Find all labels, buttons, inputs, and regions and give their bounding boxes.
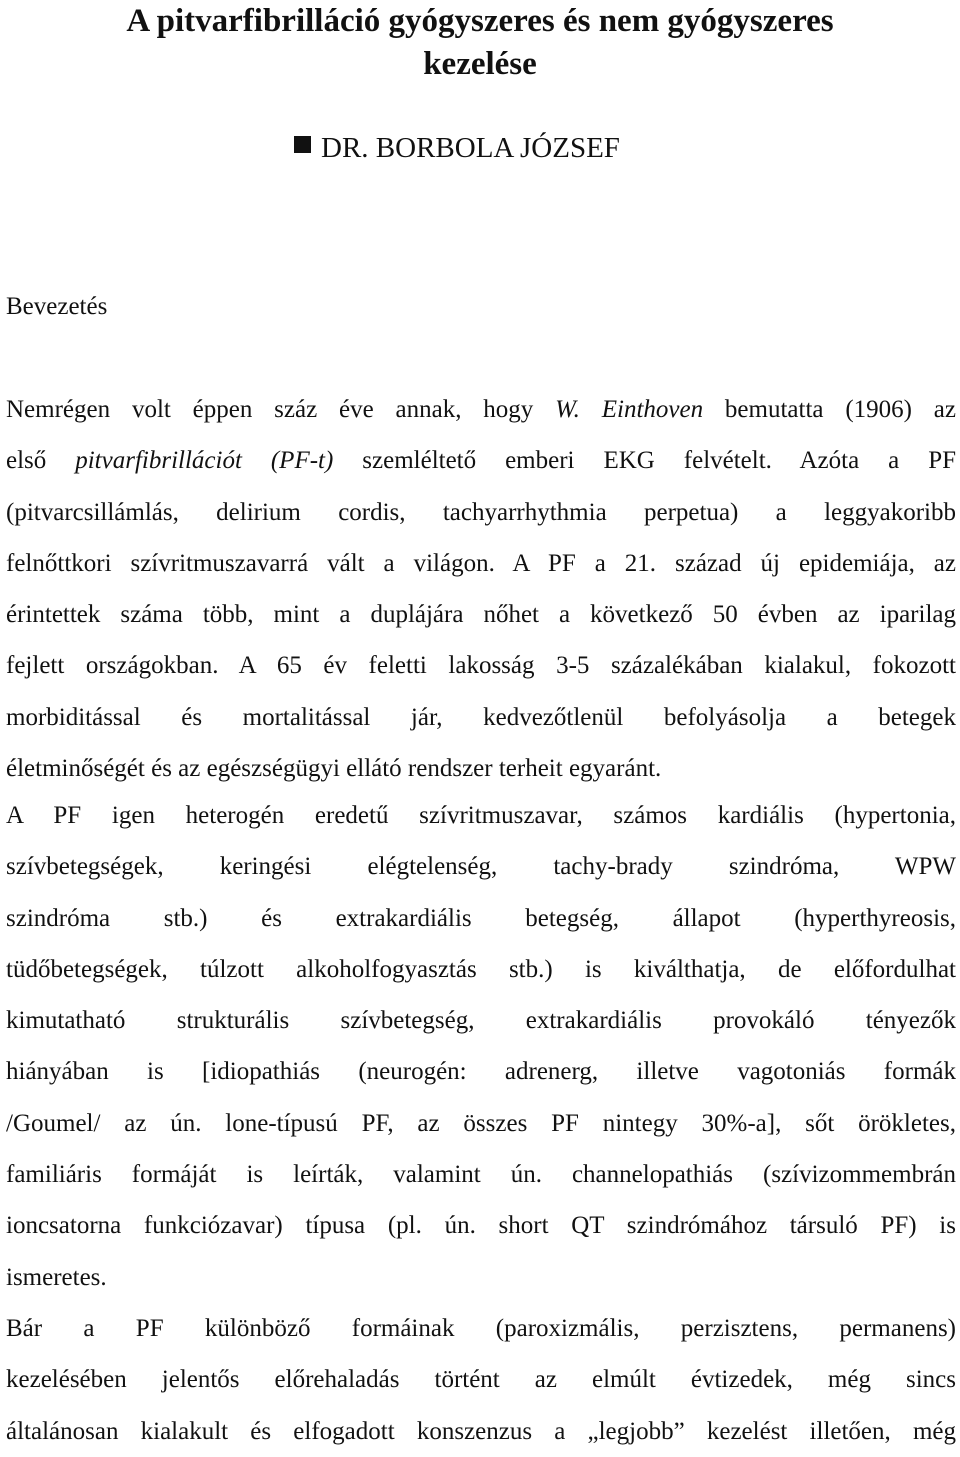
paragraph-line: felnőttkori szívritmuszavarrá vált a világon. A PF a 21. század új epidemiája, az bbox=[6, 549, 956, 577]
paragraph-line: életminőségét és az egészségügyi ellátó rendszer terheit egyaránt. bbox=[6, 755, 662, 783]
paragraph-line: hiányában is [idiopathiás (neurogén: adrenerg, illetve vagotoniás formák bbox=[6, 1058, 956, 1086]
paragraph-etiology bbox=[6, 790, 956, 1303]
square-bullet-icon bbox=[294, 136, 311, 153]
paragraph-line: Nemrégen volt éppen száz éve annak, hogy W. Einthoven bemutatta (1906) az bbox=[6, 396, 956, 423]
paragraph-line: morbiditással és mortalitással jár, kedvezőtlenül befolyásolja a betegek bbox=[6, 703, 956, 731]
paragraph-line: A PF igen heterogén eredetű szívritmuszavar, számos kardiális (hypertonia, bbox=[6, 802, 956, 829]
paragraph-line: Bár a PF különböző formáinak (paroxizmális, perzisztens, permanens) bbox=[6, 1315, 956, 1342]
paragraph-treatment bbox=[6, 1303, 956, 1457]
paragraph-line: szindróma stb.) és extrakardiális betegség, állapot (hyperthyreosis, bbox=[6, 904, 956, 932]
title-line: kezelése bbox=[423, 46, 537, 82]
italic-term: pitvarfibrillációt (PF-t) bbox=[75, 447, 334, 475]
italic-name: W. Einthoven bbox=[555, 396, 704, 423]
paragraph-line: kezelésében jelentős előrehaladás történt az elmúlt évtizedek, még sincs bbox=[6, 1366, 956, 1394]
paragraph-line: /Goumel/ az ún. lone-típusú PF, az összes PF nintegy 30%-a], sőt örökletes, bbox=[6, 1109, 956, 1137]
paragraph-line: ioncsatorna funkciózavar) típusa (pl. ún. short QT szindrómához társuló PF) is bbox=[6, 1212, 956, 1240]
document-title bbox=[0, 0, 960, 86]
paragraph-line: familiáris formáját is leírták, valamint ún. channelopathiás (szívizommembrán bbox=[6, 1161, 956, 1189]
author-line bbox=[294, 128, 620, 168]
paragraph-line: első pitvarfibrillációt (PF-t) szemléltető emberi EKG felvételt. Azóta a PF bbox=[6, 447, 956, 475]
paragraph-line: szívbetegségek, keringési elégtelenség, tachy-brady szindróma, WPW bbox=[6, 853, 956, 881]
paragraph-line: fejlett országokban. A 65 év feletti lakosság 3-5 százalékában kialakul, fokozott bbox=[6, 652, 956, 680]
paragraph-line: (pitvarcsillámlás, delirium cordis, tachyarrhythmia perpetua) a leggyakoribb bbox=[6, 498, 956, 526]
section-heading: Bevezetés bbox=[6, 293, 108, 320]
paragraph-line: ismeretes. bbox=[6, 1263, 107, 1291]
title-line: A pitvarfibrilláció gyógyszeres és nem gyógyszeres bbox=[126, 3, 834, 39]
paragraph-line: általánosan kialakult és elfogadott konszenzus a „legjobb” kezelést illetően, még bbox=[6, 1417, 956, 1445]
paragraph-line: tüdőbetegségek, túlzott alkoholfogyasztás stb.) is kiválthatja, de előfordulhat bbox=[6, 955, 956, 983]
paragraph-line: kimutatható strukturális szívbetegség, extrakardiális provokáló tényezők bbox=[6, 1007, 956, 1035]
paragraph-line: érintettek száma több, mint a duplájára nőhet a következő 50 évben az iparilag bbox=[6, 601, 956, 629]
author-name: DR. BORBOLA JÓZSEF bbox=[321, 132, 620, 164]
paragraph-intro bbox=[6, 384, 956, 794]
